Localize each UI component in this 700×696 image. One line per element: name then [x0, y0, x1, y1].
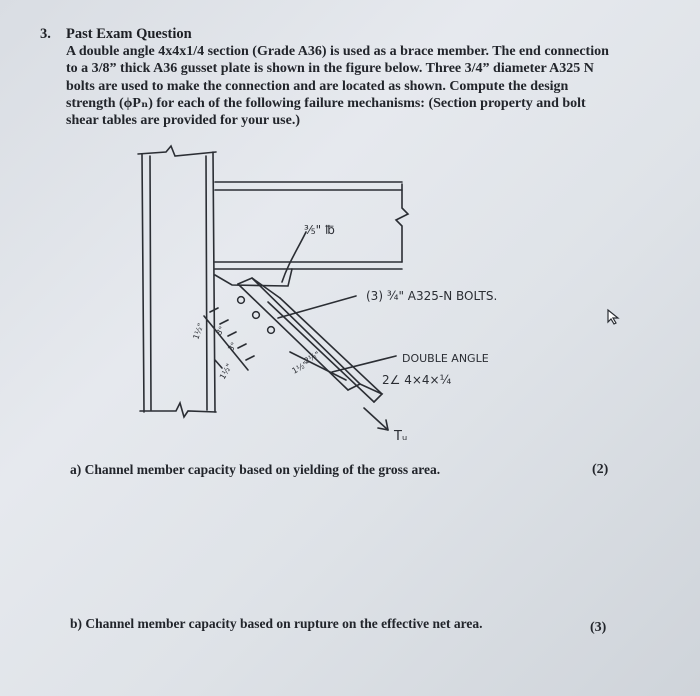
question-line: A double angle 4x4x1/4 section (Grade A36) is used as a brace member. The end connection: [66, 44, 609, 59]
double-angle-label: DOUBLE ANGLE: [402, 352, 489, 365]
column-flange-left: [142, 154, 144, 412]
connection-sketch: [120, 140, 580, 460]
question-number: 3.: [40, 26, 51, 42]
column-top-break: [138, 146, 216, 156]
dim-spacing-label: 3": [214, 324, 227, 338]
tension-force-label: Tᵤ: [394, 429, 408, 444]
plate-leader: [282, 232, 306, 282]
angle-section-label: 2∠ 4×4×¼: [382, 373, 452, 387]
angle-leader: [332, 356, 396, 372]
column-web: [150, 156, 207, 410]
dim-gage-label: 2½": [302, 349, 322, 366]
part-b-points: (3): [590, 620, 607, 635]
dim-line-edge: [204, 316, 248, 370]
part-a-points: (2): [592, 462, 609, 477]
part-a-text: a) Channel member capacity based on yielding of the gross area.: [70, 462, 441, 477]
question-text: [66, 43, 666, 129]
bolt-2: [253, 312, 260, 319]
mouse-pointer-icon: [606, 308, 622, 326]
column-flange-right: [213, 152, 215, 412]
gusset-plate-outline: [215, 269, 292, 286]
angle-end-cap: [238, 278, 280, 298]
beam-flange-bottom: [215, 262, 402, 269]
dim-edge-label: 1½": [217, 362, 234, 381]
dim-edge-label: 1½": [290, 359, 310, 376]
part-b-text: b) Channel member capacity based on rupture on the effective net area.: [70, 616, 483, 631]
bolt-1: [238, 297, 245, 304]
beam-end-break: [396, 184, 408, 262]
question-line: strength (ϕPₙ) for each of the following failure mechanisms: (Section property and bolt: [66, 95, 586, 111]
beam-flange-top: [215, 182, 402, 190]
plate-thickness-label: ⅗" ℔: [304, 223, 335, 237]
gusset-plate-edge: [215, 360, 222, 368]
force-arrow: [364, 408, 388, 430]
dim-edge-label: 1½": [191, 322, 206, 341]
question-line: bolts are used to make the connection and are located as shown. Compute the design: [66, 78, 569, 94]
bolt-3: [268, 327, 275, 334]
question-line: shear tables are provided for your use.): [66, 113, 300, 129]
bolts-label: (3) ¾" A325-N BOLTS.: [366, 289, 498, 303]
question-title: Past Exam Question: [66, 26, 192, 42]
question-line: to a 3/8” thick A36 gusset plate is shown in the figure below. Three 3/4” diameter A325 N: [66, 61, 594, 77]
dim-spacing-label: 3": [226, 340, 239, 354]
